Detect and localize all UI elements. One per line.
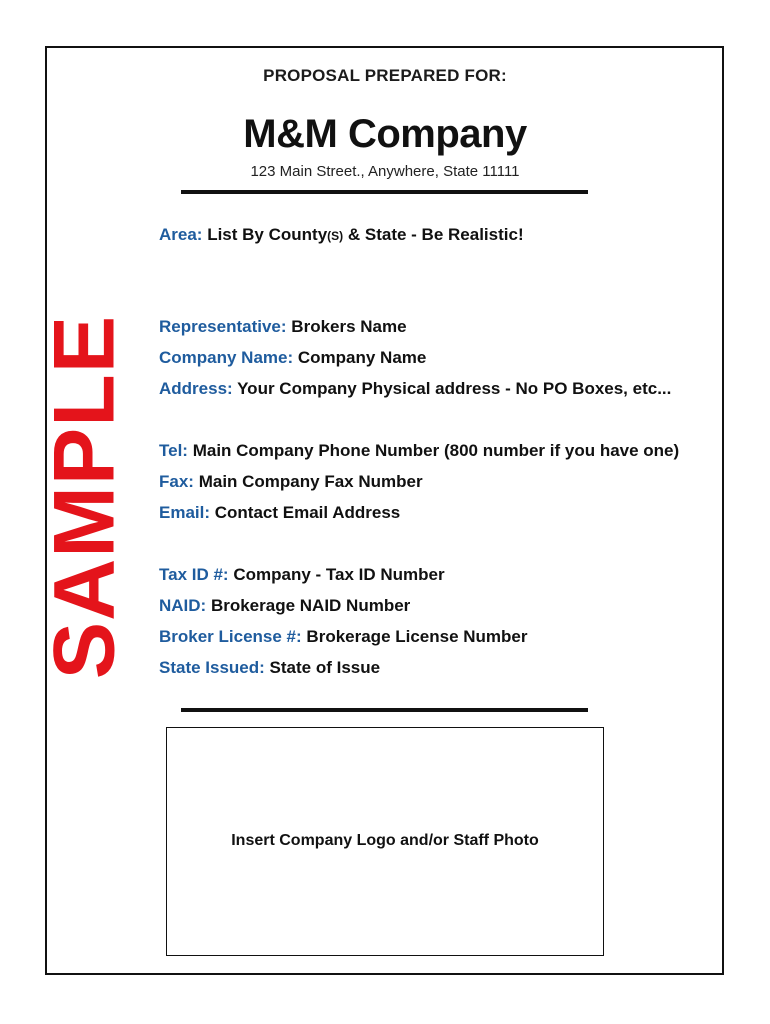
address-value: Your Company Physical address - No PO Boxes, etc...	[237, 379, 672, 398]
broker-license-line	[159, 627, 528, 647]
email-value: Contact Email Address	[214, 503, 401, 522]
tax-id-label: Tax ID #:	[159, 565, 229, 584]
prepared-for-heading: PROPOSAL PREPARED FOR:	[263, 66, 507, 85]
fax-label: Fax:	[159, 472, 194, 491]
email-label: Email:	[159, 503, 211, 522]
logo-placeholder-text: Insert Company Logo and/or Staff Photo	[231, 832, 539, 849]
state-issued-label: State Issued:	[159, 658, 265, 677]
address-line	[159, 379, 671, 399]
tel-line	[159, 441, 679, 461]
tax-id-line	[159, 565, 445, 585]
naid-line	[159, 596, 410, 616]
company-title: M&M Company	[243, 112, 527, 156]
company-name-label: Company Name:	[159, 348, 294, 367]
naid-label: NAID:	[159, 596, 207, 615]
company-name-line	[159, 348, 426, 368]
sample-watermark: SAMPLE	[36, 314, 133, 680]
address-label: Address:	[159, 379, 233, 398]
representative-value: Brokers Name	[291, 317, 407, 336]
tel-label: Tel:	[159, 441, 188, 460]
broker-license-label: Broker License #:	[159, 627, 302, 646]
tel-value: Main Company Phone Number (800 number if you have one)	[192, 441, 680, 460]
fax-value: Main Company Fax Number	[198, 472, 423, 491]
bottom-divider	[181, 708, 588, 712]
tax-id-value: Company - Tax ID Number	[233, 565, 445, 584]
representative-label: Representative:	[159, 317, 287, 336]
state-issued-line	[159, 658, 380, 678]
email-line	[159, 503, 400, 523]
fax-line	[159, 472, 423, 492]
top-divider	[181, 190, 588, 194]
company-name-value: Company Name	[297, 348, 427, 367]
company-address: 123 Main Street., Anywhere, State 11111	[250, 163, 520, 180]
logo-placeholder-box	[166, 727, 604, 956]
broker-license-value: Brokerage License Number	[306, 627, 528, 646]
naid-value: Brokerage NAID Number	[210, 596, 411, 615]
area-label: Area:	[159, 225, 203, 244]
representative-line	[159, 317, 407, 337]
area-line	[159, 225, 524, 245]
area-value: List By County(S) & State - Be Realistic!	[207, 225, 524, 244]
state-issued-value: State of Issue	[269, 658, 381, 677]
